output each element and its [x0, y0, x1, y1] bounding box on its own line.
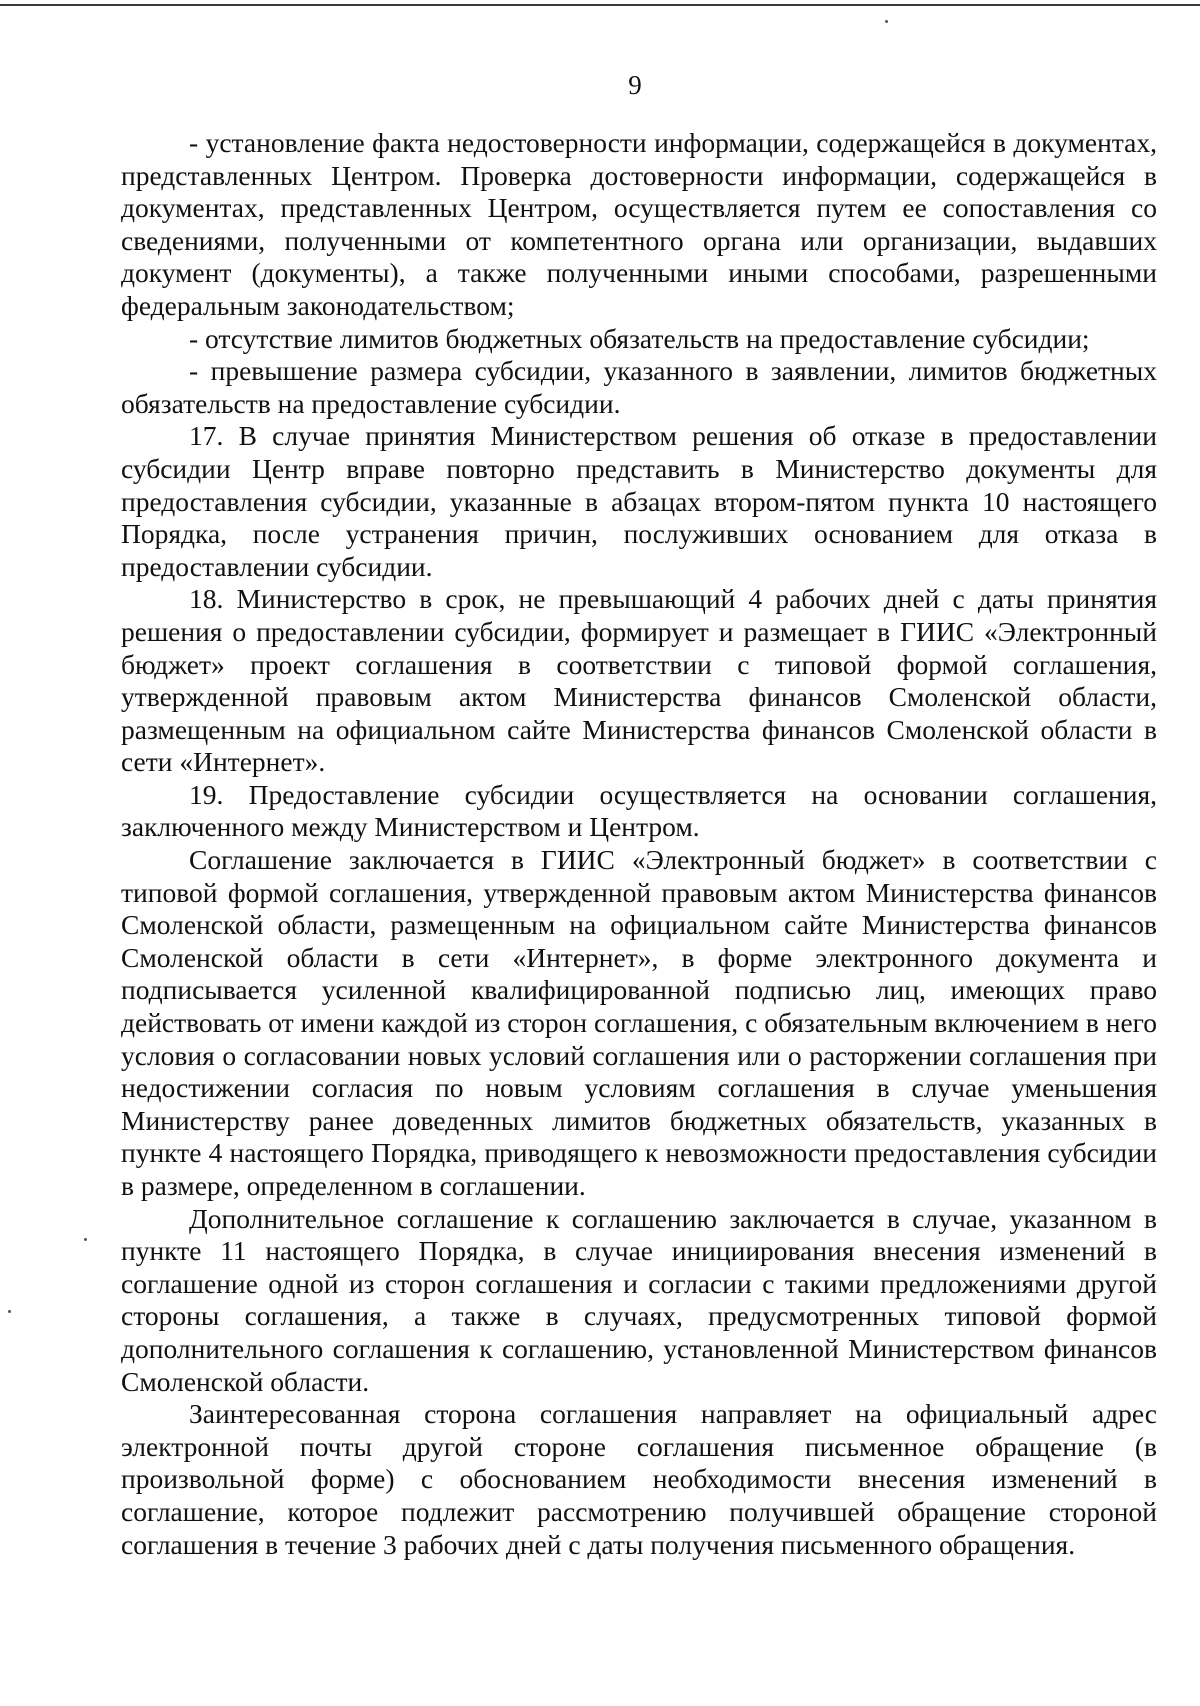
paragraph-agreement-conclusion: Соглашение заключается в ГИИС «Электронный бюджет» в соответствии с типовой формой соглашения, утвержденной правовым актом Министерства финансов Смоленской области, размещенным на официальном сайте Министерства финансов Смоленской области в сети «Интернет», в форме электронного документа и подписывается усиленной квалифицированной подписью лиц, имеющих право действовать от имени каждой из сторон соглашения, с обязательным включением в него условия о согласовании новых условий соглашения или о расторжении соглашения при недостижении согласия по новым условиям соглашения в случае уменьшения Министерству ранее доведенных лимитов бюджетных обязательств, указанных в пункте 4 настоящего Порядка, приводящего к невозможности предоставления субсидии в размере, определенном в соглашении.	[121, 844, 1157, 1201]
paragraph-refusal-exceeding-limits: - превышение размера субсидии, указанного в заявлении, лимитов бюджетных обязательств на предоставление субсидии.	[121, 355, 1157, 419]
paragraph-additional-agreement: Дополнительное соглашение к соглашению заключается в случае, указанном в пункте 11 настоящего Порядка, в случае инициирования внесения изменений в соглашение одной из сторон соглашения и согласии с такими предложениями другой стороны соглашения, а также в случаях, предусмотренных типовой формой дополнительного соглашения к соглашению, установленной Министерством финансов Смоленской области.	[121, 1202, 1157, 1397]
paragraph-item-18: 18. Министерство в срок, не превышающий 4 рабочих дней с даты принятия решения о предоставлении субсидии, формирует и размещает в ГИИС «Электронный бюджет» проект соглашения в соответствии с типовой формой соглашения, утвержденной правовым актом Министерства финансов Смоленской области, размещенным на официальном сайте Министерства финансов Смоленской области в сети «Интернет».	[121, 583, 1157, 778]
paragraph-change-request: Заинтересованная сторона соглашения направляет на официальный адрес электронной почты другой стороне соглашения письменное обращение (в произвольной форме) с обоснованием необходимости внесения изменений в соглашение, которое подлежит рассмотрению получившей обращение стороной соглашения в течение 3 рабочих дней с даты получения письменного обращения.	[121, 1398, 1157, 1560]
scan-speck	[8, 1310, 11, 1313]
document-body	[121, 127, 1157, 1561]
paragraph-item-17: 17. В случае принятия Министерством решения об отказе в предоставлении субсидии Центр вправе повторно представить в Министерство документы для предоставления субсидии, указанные в абзацах втором-пятом пункта 10 настоящего Порядка, после устранения причин, послуживших основанием для отказа в предоставлении субсидии.	[121, 420, 1157, 582]
paragraph-refusal-no-limits: - отсутствие лимитов бюджетных обязательств на предоставление субсидии;	[189, 322, 1090, 354]
page-number: 9	[628, 70, 642, 100]
paragraph-item-19: 19. Предоставление субсидии осуществляется на основании соглашения, заключенного между Министерством и Центром.	[121, 778, 1157, 843]
scan-speck	[84, 1238, 87, 1241]
scan-speck	[885, 20, 888, 23]
paragraph-refusal-inaccurate-info: - установление факта недостоверности информации, содержащейся в документах, представленных Центром. Проверка достоверности информации, содержащейся в документах, представленных Центром, осуществляется путем ее сопоставления со сведениями, полученными от компетентного органа или организации, выдавших документ (документы), а также полученными иными способами, разрешенными федеральным законодательством;	[121, 127, 1157, 321]
